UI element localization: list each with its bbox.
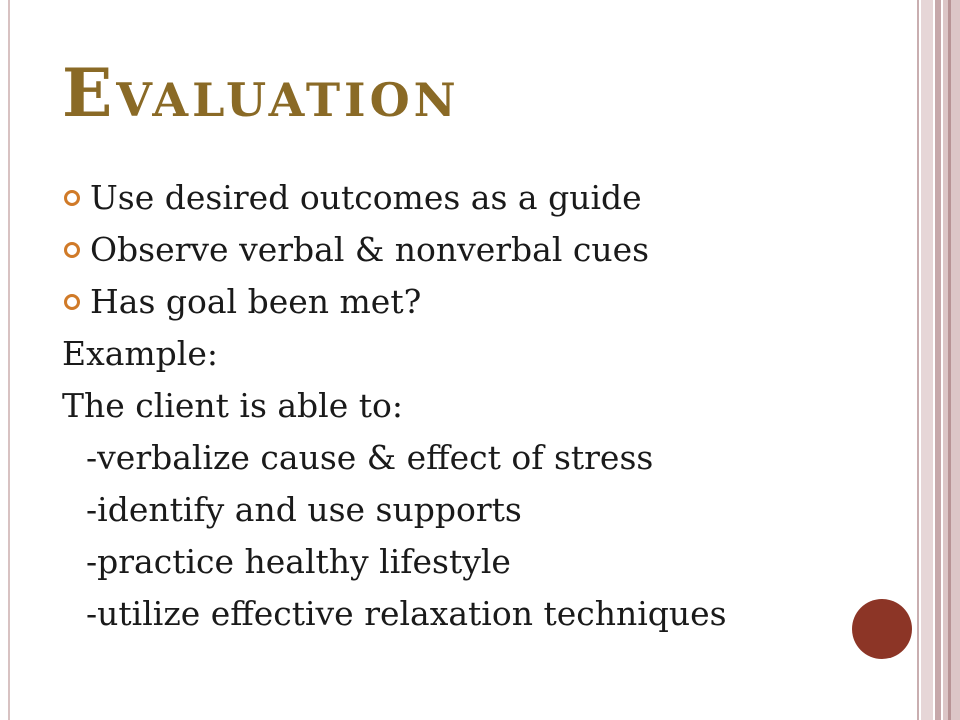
bullet-item [62,276,902,328]
right-decor-stripe [943,0,960,720]
ring-bullet-icon [64,242,80,258]
sub-item: -identify and use supports [86,490,522,529]
left-border-rule [8,0,10,720]
client-intro-line: The client is able to: [62,386,404,425]
right-decor-stripe [935,0,941,720]
sub-item: -utilize effective relaxation techniques [86,594,727,633]
bullet-text: Use desired outcomes as a guide [90,178,642,217]
right-decor-stripe [948,0,951,720]
ring-bullet-icon [64,294,80,310]
slide-title: Evaluation [62,54,460,132]
decorative-circle [852,599,912,659]
ring-bullet-icon [64,190,80,206]
bullet-item [62,224,902,276]
right-decor-stripe [921,0,933,720]
example-label: Example: [62,334,218,373]
bullet-text: Observe verbal & nonverbal cues [90,230,650,269]
bullet-item [62,172,902,224]
sub-item: -practice healthy lifestyle [86,542,511,581]
right-decor-stripe [917,0,919,720]
bullet-text: Has goal been met? [90,282,422,321]
slide-body [62,172,902,640]
sub-item: -verbalize cause & effect of stress [86,438,654,477]
